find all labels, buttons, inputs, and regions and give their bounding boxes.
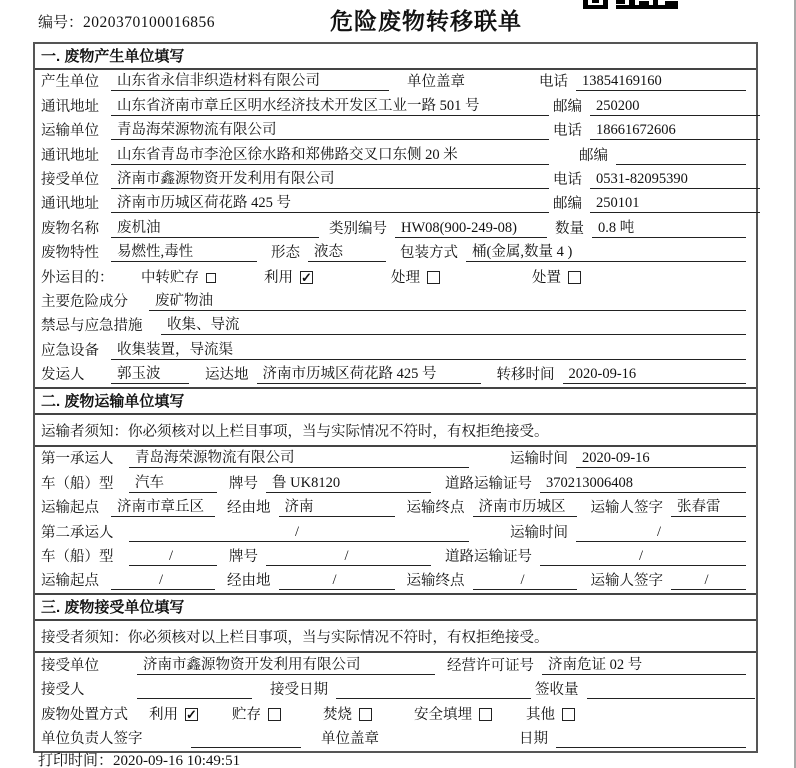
field-value: / (576, 524, 746, 542)
field-value: / (671, 572, 746, 590)
checkbox-label: 其他 (526, 706, 555, 723)
field-value-blank (336, 682, 531, 699)
field-label: 运输人签字 (590, 573, 663, 590)
form-row (35, 314, 756, 338)
field-value: 济南市章丘区 (111, 499, 215, 517)
field-value: 250101 (590, 195, 760, 213)
field-label: 车（船）型 (41, 475, 114, 492)
field-value: 收集、导流 (161, 317, 746, 335)
field-label: 单位盖章 (407, 74, 465, 91)
spacer (313, 286, 391, 287)
qr-code-fragment (583, 0, 679, 9)
field-label: 接受单位 (41, 657, 99, 674)
field-label: 废物特性 (41, 245, 99, 262)
form-section (35, 387, 756, 593)
field-value: 山东省永信非织造材料有限公司 (111, 73, 389, 91)
checkbox-checked-icon (185, 708, 198, 721)
field-value: 13854169160 (576, 73, 746, 91)
checkbox-option (232, 707, 281, 724)
manifest-form-table (33, 42, 758, 753)
field-label: 运输终点 (406, 573, 465, 590)
field-value-blank (191, 731, 301, 748)
form-row (35, 678, 756, 702)
field-label: 邮编 (553, 98, 582, 115)
field-value: / (129, 548, 217, 566)
field-value: HW08(900-249-08) (395, 220, 547, 238)
field-value: 液态 (308, 244, 386, 262)
field-label: 单位负责人签字 (41, 730, 143, 747)
field-value: 汽车 (129, 475, 217, 493)
field-value: 370213006408 (540, 475, 746, 493)
field-label: 经由地 (227, 573, 271, 590)
form-row (35, 290, 756, 314)
field-label: 废物名称 (41, 220, 99, 237)
form-row (35, 653, 756, 677)
checkbox-empty-icon (359, 708, 372, 721)
field-label: 废物处置方式 (41, 706, 128, 723)
field-label: 牌号 (229, 549, 258, 566)
section-note: 运输者须知：你必须核对以上栏目事项，当与实际情况不符时，有权拒绝接受。 (35, 415, 756, 447)
field-value: / (279, 572, 395, 590)
field-value-blank (137, 682, 252, 699)
field-label: 运输单位 (41, 123, 99, 140)
field-label: 运输终点 (406, 500, 465, 517)
section-header: 三. 废物接受单位填写 (35, 595, 756, 621)
form-root (35, 44, 756, 751)
page-title: 危险废物转移联单 (330, 9, 522, 34)
field-value: / (266, 548, 431, 566)
field-value: 收集装置，导流渠 (111, 342, 746, 360)
spacer (216, 286, 264, 287)
form-section (35, 44, 756, 387)
field-value: / (111, 572, 215, 590)
form-row (35, 569, 756, 593)
field-label: 电话 (553, 123, 582, 140)
form-row (35, 168, 756, 192)
form-row (35, 363, 756, 387)
field-label: 车（船）型 (41, 549, 114, 566)
field-label: 邮编 (553, 196, 582, 213)
form-row (35, 496, 756, 520)
spacer (281, 723, 323, 724)
checkbox-option (526, 707, 575, 724)
field-value: 济南市鑫源物资开发利用有限公司 (111, 171, 549, 189)
field-label: 电话 (539, 74, 568, 91)
checkbox-empty-icon (427, 271, 440, 284)
field-label: 接受单位 (41, 171, 99, 188)
checkbox-empty-icon (562, 708, 575, 721)
field-value: 济南市历城区荷花路 425 号 (111, 195, 549, 213)
field-label: 电话 (553, 171, 582, 188)
field-value: 废机油 (111, 220, 319, 238)
field-value: 张春雷 (671, 499, 746, 517)
checkbox-checked-icon (300, 271, 313, 284)
field-value: 济南市历城区荷花路 425 号 (257, 366, 481, 384)
checkbox-empty-icon (268, 708, 281, 721)
field-label: 外运目的： (41, 269, 114, 286)
field-value: 250200 (590, 98, 760, 116)
field-value: / (540, 548, 746, 566)
field-label: 发运人 (41, 367, 85, 384)
field-value: 易燃性,毒性 (111, 244, 257, 262)
field-value: 桶(金属,数量 4 ) (466, 244, 746, 262)
form-row (35, 70, 756, 94)
field-label: 类别编号 (329, 220, 387, 237)
field-value: 青岛海荣源物流有限公司 (129, 450, 469, 468)
checkbox-label: 利用 (149, 706, 178, 723)
field-value-blank (616, 148, 746, 165)
field-value: 2020-09-16 (576, 450, 746, 468)
serial-label: 编号： (38, 15, 84, 31)
field-value: 济南市历城区 (473, 499, 577, 517)
checkbox-label: 安全填埋 (414, 706, 472, 723)
form-row (35, 520, 756, 544)
checkbox-option (264, 270, 313, 287)
field-value: 2020-09-16 (563, 366, 747, 384)
field-label: 经由地 (227, 500, 271, 517)
checkbox-option (149, 707, 198, 724)
field-value: 鲁 UK8120 (266, 475, 431, 493)
checkbox-empty-icon (568, 271, 581, 284)
section-header: 一. 废物产生单位填写 (35, 44, 756, 70)
serial-number (38, 11, 215, 32)
section-header: 二. 废物运输单位填写 (35, 389, 756, 415)
field-label: 日期 (519, 730, 548, 747)
serial-value: 2020370100016856 (83, 14, 216, 31)
form-row (35, 338, 756, 362)
field-label: 运输人签字 (590, 500, 663, 517)
field-value: / (129, 524, 469, 542)
print-time (38, 749, 240, 768)
field-value: 废矿物油 (149, 293, 746, 311)
checkbox-label: 贮存 (232, 706, 261, 723)
form-row (35, 143, 756, 167)
spacer (372, 723, 414, 724)
checkbox-label: 处理 (391, 269, 420, 286)
checkbox-empty-icon (206, 273, 216, 283)
checkbox-option (323, 707, 372, 724)
form-row (35, 545, 756, 569)
field-label: 通讯地址 (41, 98, 99, 115)
section-note: 接受者须知：你必须核对以上栏目事项，当与实际情况不符时，有权拒绝接受。 (35, 621, 756, 653)
field-label: 运输时间 (510, 524, 568, 541)
field-value: 山东省济南市章丘区明水经济技术开发区工业一路 501 号 (111, 98, 549, 116)
field-value: / (473, 572, 577, 590)
form-section (35, 593, 756, 751)
field-value: 18661672606 (590, 122, 760, 140)
form-row (35, 94, 756, 118)
form-row (35, 119, 756, 143)
field-label: 第二承运人 (41, 524, 114, 541)
field-label: 应急设备 (41, 342, 99, 359)
checkbox-option (391, 270, 440, 287)
field-label: 道路运输证号 (445, 549, 532, 566)
field-label: 产生单位 (41, 74, 99, 91)
field-label: 数量 (555, 220, 584, 237)
field-label: 运输起点 (41, 573, 99, 590)
field-label: 禁忌与应急措施 (41, 318, 143, 335)
field-label: 运输起点 (41, 500, 99, 517)
form-row (35, 727, 756, 751)
form-row (35, 447, 756, 471)
checkbox-option (414, 707, 492, 724)
spacer (440, 286, 532, 287)
field-label: 包装方式 (400, 245, 458, 262)
field-label: 转移时间 (496, 367, 555, 384)
field-label: 牌号 (229, 475, 258, 492)
form-row (35, 192, 756, 216)
field-value: 0531-82095390 (590, 171, 760, 189)
field-value: 郭玉波 (111, 366, 189, 384)
field-label: 主要危险成分 (41, 293, 128, 310)
checkbox-option (532, 270, 581, 287)
checkbox-label: 利用 (264, 269, 293, 286)
field-label: 通讯地址 (41, 147, 99, 164)
field-label: 道路运输证号 (445, 475, 532, 492)
field-label: 签收量 (535, 682, 579, 699)
form-row (35, 241, 756, 265)
form-row (35, 702, 756, 726)
checkbox-option (141, 270, 216, 287)
field-value: 山东省青岛市李沧区徐水路和郑佛路交叉口东侧 20 米 (111, 147, 549, 165)
field-label: 通讯地址 (41, 196, 99, 213)
field-label: 经营许可证号 (447, 657, 534, 674)
field-label: 形态 (271, 245, 300, 262)
field-label: 邮编 (579, 147, 608, 164)
field-value: 济南市鑫源物资开发利用有限公司 (137, 657, 435, 675)
field-label: 接受日期 (270, 682, 328, 699)
field-label: 接受人 (41, 682, 85, 699)
field-value-blank (587, 682, 755, 699)
form-row (35, 265, 756, 289)
field-value-blank (556, 731, 746, 748)
field-label: 运输时间 (510, 451, 568, 468)
checkbox-label: 中转贮存 (141, 269, 199, 286)
checkbox-label: 焚烧 (323, 706, 352, 723)
field-value: 济南 (279, 499, 395, 517)
print-time-value: 2020-09-16 10:49:51 (113, 753, 241, 768)
spacer (492, 723, 526, 724)
field-label: 单位盖章 (321, 730, 379, 747)
print-time-label: 打印时间： (38, 753, 114, 768)
field-value: 青岛海荣源物流有限公司 (111, 122, 549, 140)
field-value: 济南危证 02 号 (542, 657, 746, 675)
checkbox-empty-icon (479, 708, 492, 721)
checkbox-label: 处置 (532, 269, 561, 286)
spacer (198, 723, 232, 724)
form-row (35, 216, 756, 240)
field-value: 0.8 吨 (592, 220, 746, 238)
field-label: 第一承运人 (41, 451, 114, 468)
field-label: 运达地 (205, 367, 249, 384)
form-row (35, 471, 756, 495)
